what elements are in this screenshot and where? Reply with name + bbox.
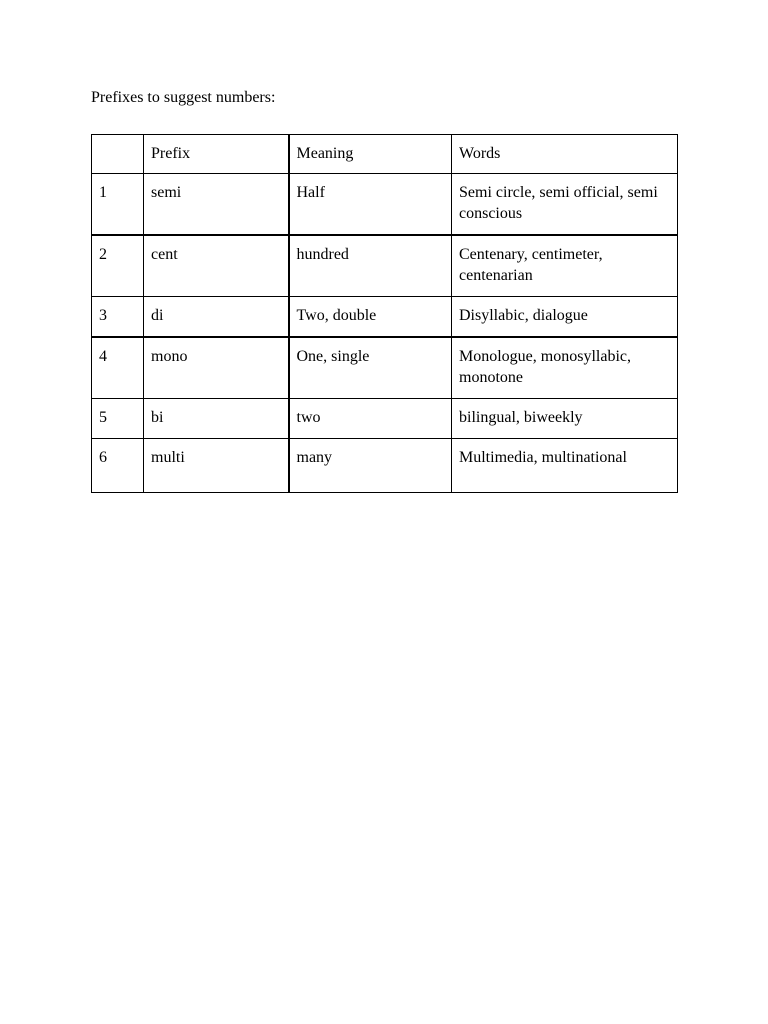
row-words: Semi circle, semi official, semi conscious <box>452 174 678 236</box>
row-meaning: hundred <box>289 235 452 297</box>
header-meaning: Meaning <box>289 135 452 174</box>
row-meaning: two <box>289 399 452 439</box>
prefix-table <box>91 134 678 493</box>
row-meaning: Two, double <box>289 297 452 338</box>
row-number: 5 <box>92 399 144 439</box>
table-row <box>92 439 678 493</box>
row-words: Disyllabic, dialogue <box>452 297 678 338</box>
table-row <box>92 399 678 439</box>
row-number: 3 <box>92 297 144 338</box>
row-words: Centenary, centimeter, centenarian <box>452 235 678 297</box>
row-prefix: multi <box>144 439 289 493</box>
page-heading: Prefixes to suggest numbers: <box>91 89 276 106</box>
row-words: Monologue, monosyllabic, monotone <box>452 337 678 399</box>
row-prefix: bi <box>144 399 289 439</box>
header-prefix: Prefix <box>144 135 289 174</box>
row-meaning: many <box>289 439 452 493</box>
row-prefix: semi <box>144 174 289 236</box>
table-row <box>92 297 678 338</box>
row-number: 6 <box>92 439 144 493</box>
row-number: 1 <box>92 174 144 236</box>
table-header-row <box>92 135 678 174</box>
row-meaning: Half <box>289 174 452 236</box>
row-number: 4 <box>92 337 144 399</box>
row-prefix: mono <box>144 337 289 399</box>
row-words: Multimedia, multinational <box>452 439 678 493</box>
header-number <box>92 135 144 174</box>
table-row <box>92 337 678 399</box>
row-prefix: cent <box>144 235 289 297</box>
row-prefix: di <box>144 297 289 338</box>
header-words: Words <box>452 135 678 174</box>
row-meaning: One, single <box>289 337 452 399</box>
table-row <box>92 235 678 297</box>
table-row <box>92 174 678 236</box>
row-number: 2 <box>92 235 144 297</box>
row-words: bilingual, biweekly <box>452 399 678 439</box>
